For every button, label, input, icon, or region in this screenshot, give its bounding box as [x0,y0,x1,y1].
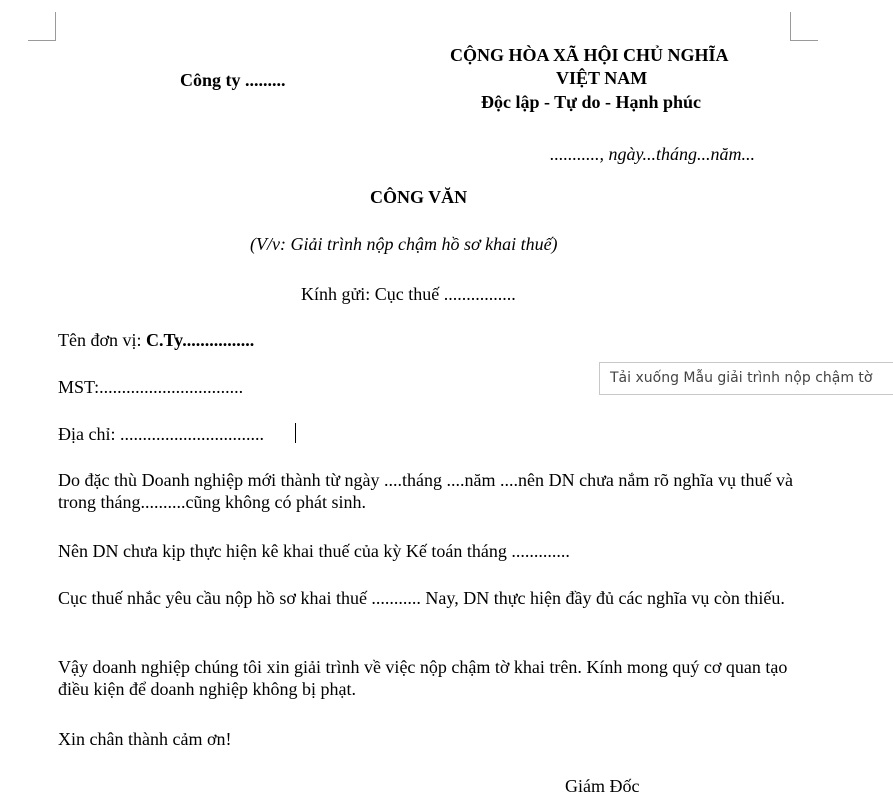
company-name: Công ty ......... [180,70,286,90]
corner-mark-top-left [28,40,56,41]
tax-id-line: MST:................................ [58,377,244,397]
unit-label: Tên đơn vị: [58,330,147,350]
document-title: CÔNG VĂN [370,187,468,207]
corner-mark-top-right [790,40,818,41]
national-title-line-1: CỘNG HÒA XÃ HỘI CHỦ NGHĨA [450,45,729,65]
corner-mark-top-left [55,12,56,40]
unit-name-line [58,329,254,351]
date-line: ..........., ngày...tháng...năm... [550,144,755,164]
corner-mark-top-right [790,12,791,40]
body-paragraph-2: Nên DN chưa kịp thực hiện kê khai thuế của kỳ Kế toán tháng ............. [58,541,570,561]
body-paragraph-3: Cục thuế nhắc yêu cầu nộp hồ sơ khai thuế ........... Nay, DN thực hiện đầy đủ các nghĩa vụ còn thiếu. [58,588,785,608]
national-motto: Độc lập - Tự do - Hạnh phúc [481,92,702,112]
download-tooltip[interactable]: Tải xuống Mẫu giải trình nộp chậm tờ [599,362,893,395]
body-paragraph-4: Vậy doanh nghiệp chúng tôi xin giải trình về việc nộp chậm tờ khai trên. Kính mong quý cơ quan tạo điều kiện để doanh nghiệp không bị phạt. [58,657,788,699]
address-line: Địa chỉ: ................................ [58,424,264,444]
document-subject: (V/v: Giải trình nộp chậm hồ sơ khai thuế) [250,234,558,254]
closing-thanks: Xin chân thành cảm ơn! [58,729,232,749]
national-title-line-2: VIỆT NAM [556,68,648,88]
body-paragraph-1: Do đặc thù Doanh nghiệp mới thành từ ngày ....tháng ....năm ....nên DN chưa nắm rõ nghĩa vụ thuế và trong tháng..........cũng không có phát sinh. [58,470,793,512]
unit-value: C.Ty................ [146,330,255,350]
recipient-line: Kính gửi: Cục thuế ................ [301,284,516,304]
signature-title: Giám Đốc [565,776,640,796]
text-cursor[interactable] [295,423,296,443]
